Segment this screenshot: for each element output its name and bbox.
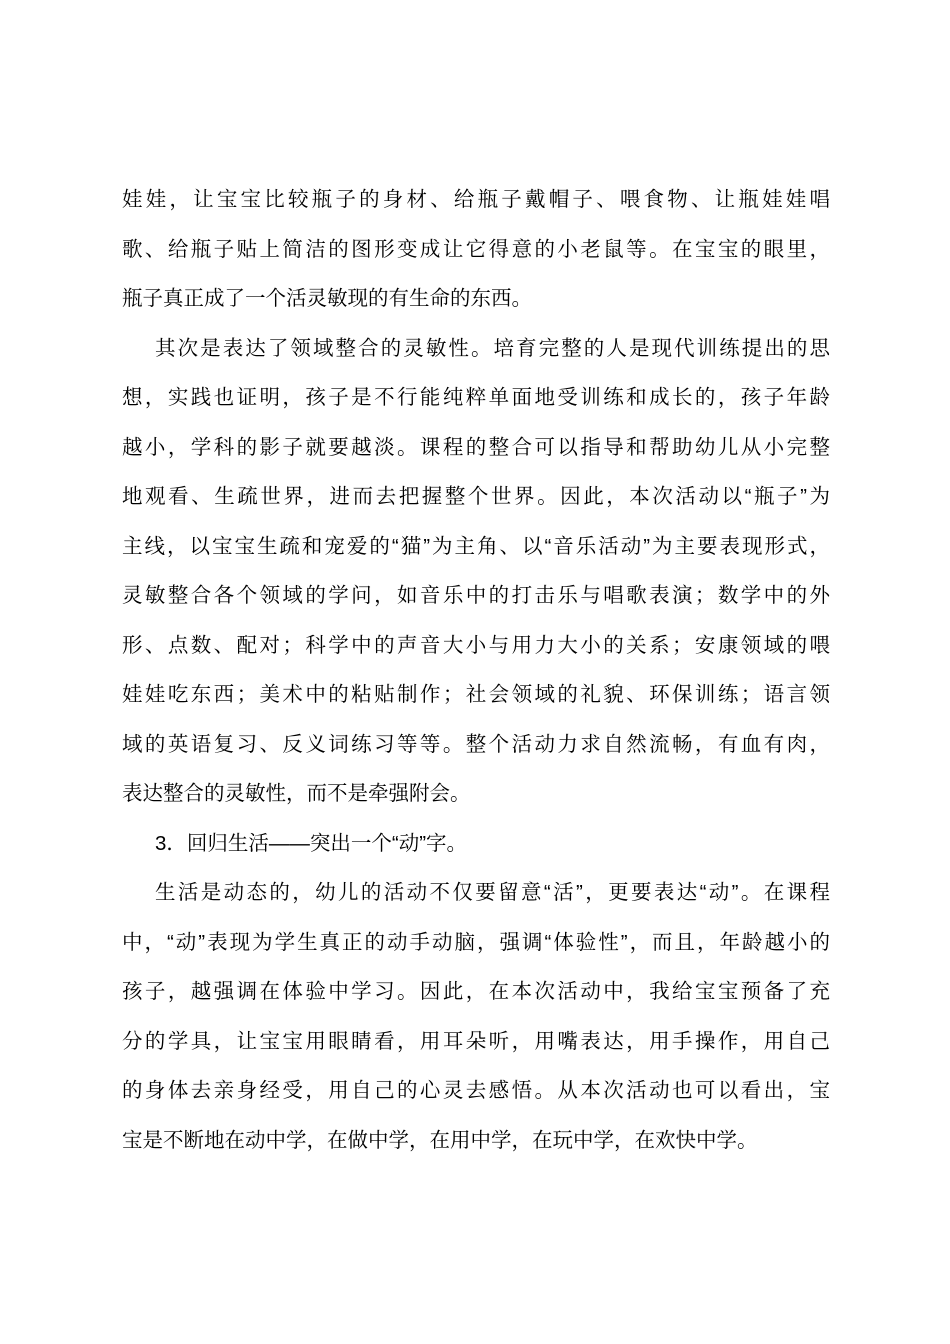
text-line: 形、点数、配对；科学中的声音大小与用力大小的关系；安康领域的喂 bbox=[122, 633, 830, 657]
text-line: 灵敏整合各个领域的学问，如音乐中的打击乐与唱歌表演；数学中的外 bbox=[122, 584, 830, 607]
text-line: 孩子，越强调在体验中学习。因此，在本次活动中，我给宝宝预备了充 bbox=[122, 980, 830, 1003]
text-line: 主线，以宝宝生疏和宠爱的“猫”为主角、以“音乐活动”为主要表现形式， bbox=[122, 534, 830, 558]
text-block bbox=[122, 175, 830, 1165]
text-line: 想，实践也证明，孩子是不行能纯粹单面地受训练和成长的，孩子年龄 bbox=[122, 386, 830, 409]
paragraph bbox=[122, 819, 830, 869]
text-line: 娃娃吃东西；美术中的粘贴制作；社会领域的礼貌、环保训练；语言领 bbox=[122, 683, 830, 706]
text-line: 宝是不断地在动中学，在做中学，在用中学，在玩中学，在欢快中学。 bbox=[122, 1128, 758, 1152]
paragraph bbox=[122, 868, 830, 1165]
text-line: 3．回归生活——突出一个“动”字。 bbox=[155, 831, 468, 855]
text-line: 表达整合的灵敏性，而不是牵强附会。 bbox=[122, 782, 471, 805]
text-line: 其次是表达了领域整合的灵敏性。培育完整的人是现代训练提出的思 bbox=[155, 336, 830, 360]
text-line: 地观看、生疏世界，进而去把握整个世界。因此，本次活动以“瓶子”为 bbox=[122, 485, 830, 508]
text-line: 域的英语复习、反义词练习等等。整个活动力求自然流畅，有血有肉， bbox=[122, 732, 830, 756]
text-line: 瓶子真正成了一个活灵敏现的有生命的东西。 bbox=[122, 287, 532, 310]
text-line: 娃娃，让宝宝比较瓶子的身材、给瓶子戴帽子、喂食物、让瓶娃娃唱 bbox=[122, 188, 830, 211]
text-line: 生活是动态的，幼儿的活动不仅要留意“活”，更要表达“动”。在课程 bbox=[155, 881, 830, 904]
text-line: 歌、给瓶子贴上简洁的图形变成让它得意的小老鼠等。在宝宝的眼里， bbox=[122, 237, 830, 261]
text-line: 分的学具，让宝宝用眼睛看，用耳朵听，用嘴表达，用手操作，用自己 bbox=[122, 1029, 830, 1053]
paragraph bbox=[122, 175, 830, 324]
text-line: 的身体去亲身经受，用自己的心灵去感悟。从本次活动也可以看出，宝 bbox=[122, 1079, 830, 1102]
paragraph bbox=[122, 324, 830, 819]
text-line: 中，“动”表现为学生真正的动手动脑，强调“体验性”，而且，年龄越小的 bbox=[122, 930, 830, 954]
text-line: 越小，学科的影子就要越淡。课程的整合可以指导和帮助幼儿从小完整 bbox=[122, 435, 830, 459]
